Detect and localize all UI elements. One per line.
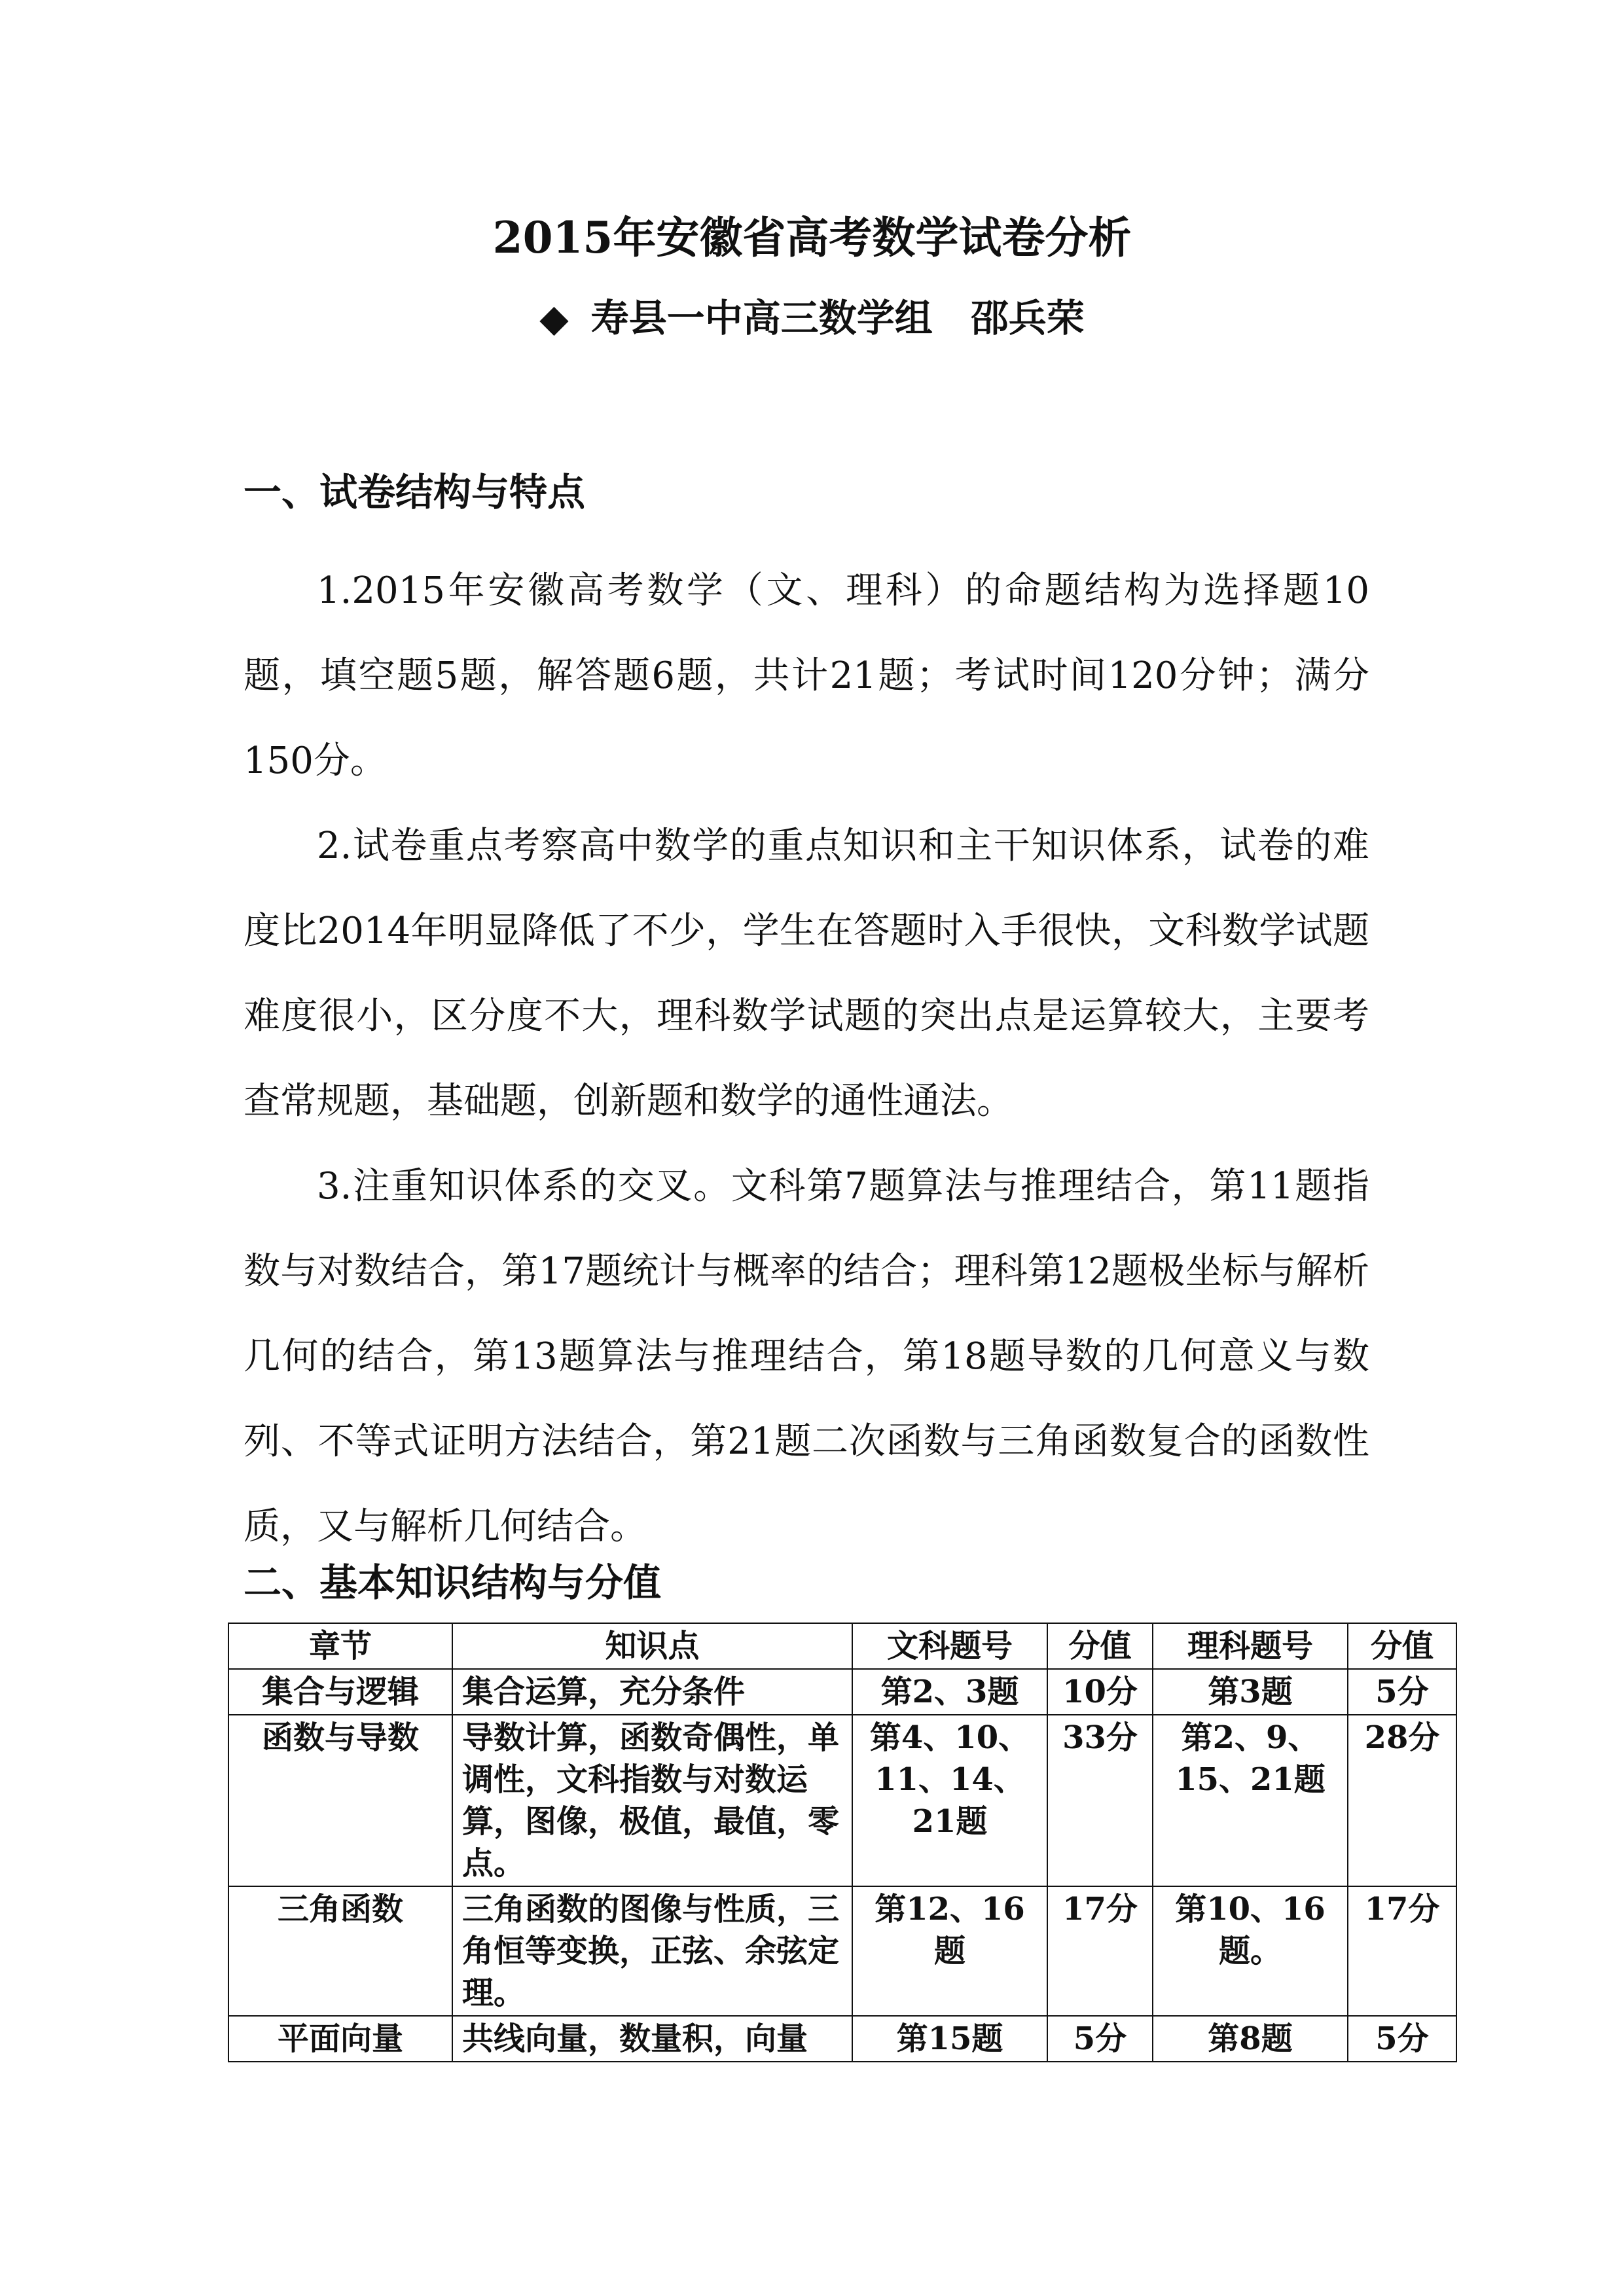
cell-wen-items: 第15题 [852,2016,1047,2062]
cell-wen-score: 33分 [1047,1715,1153,1886]
section-heading-structure: 一、试卷结构与特点 [244,470,586,514]
cell-li-items: 第10、16题。 [1153,1886,1348,2016]
header-chapter: 章节 [228,1623,452,1669]
paragraph-1: 1.2015年安徽高考数学（文、理科）的命题结构为选择题10题，填空题5题，解答题6题，共计21题；考试时间120分钟；满分150分。 [244,569,1369,782]
header-li-items: 理科题号 [1153,1623,1348,1669]
header-li-score: 分值 [1348,1623,1456,1669]
table-row [228,1715,1456,1886]
cell-knowledge: 三角函数的图像与性质，三角恒等变换，正弦、余弦定理。 [452,1886,852,2016]
diamond-bullet-icon: ◆ [539,296,569,340]
document-title: 2015年安徽省高考数学试卷分析 [492,212,1132,263]
cell-li-items: 第3题 [1153,1669,1348,1715]
cell-chapter: 三角函数 [228,1886,452,2016]
cell-li-score: 28分 [1348,1715,1456,1886]
paragraph-3: 3.注重知识体系的交叉。文科第7题算法与推理结合，第11题指数与对数结合，第17题统计与概率的结合；理科第12题极坐标与解析几何的结合，第13题算法与推理结合，第18题导数的几何意义与数列、不等式证明方法结合，第21题二次函数与三角函数复合的函数性质，又与解析几何结合。 [244,1165,1369,1548]
author-name: 邵兵荣 [970,296,1085,340]
header-wen-items: 文科题号 [852,1623,1047,1669]
author-line [0,292,1624,344]
cell-wen-score: 17分 [1047,1886,1153,2016]
table-row [228,1669,1456,1715]
cell-li-score: 5分 [1348,1669,1456,1715]
header-wen-score: 分值 [1047,1623,1153,1669]
table-row [228,1886,1456,2016]
table-header-row [228,1623,1456,1669]
cell-li-items: 第2、9、15、21题 [1153,1715,1348,1886]
table-row [228,2016,1456,2062]
cell-li-score: 5分 [1348,2016,1456,2062]
paragraph-2: 2.试卷重点考察高中数学的重点知识和主干知识体系，试卷的难度比2014年明显降低了不少，学生在答题时入手很快，文科数学试题难度很小，区分度不大，理科数学试题的突出点是运算较大，主要考查常规题，基础题，创新题和数学的通性通法。 [244,825,1369,1122]
cell-li-items: 第8题 [1153,2016,1348,2062]
cell-wen-items: 第4、10、11、14、21题 [852,1715,1047,1886]
cell-knowledge: 共线向量，数量积，向量 [452,2016,852,2062]
cell-wen-score: 10分 [1047,1669,1153,1715]
cell-wen-items: 第2、3题 [852,1669,1047,1715]
header-knowledge: 知识点 [452,1623,852,1669]
cell-knowledge: 导数计算，函数奇偶性，单调性，文科指数与对数运算，图像，极值，最值，零点。 [452,1715,852,1886]
cell-wen-items: 第12、16题 [852,1886,1047,2016]
section-heading-knowledge: 二、基本知识结构与分值 [244,1560,662,1605]
cell-chapter: 集合与逻辑 [228,1669,452,1715]
cell-chapter: 平面向量 [228,2016,452,2062]
knowledge-table [228,1623,1457,2062]
cell-wen-score: 5分 [1047,2016,1153,2062]
cell-chapter: 函数与导数 [228,1715,452,1886]
cell-li-score: 17分 [1348,1886,1456,2016]
cell-knowledge: 集合运算，充分条件 [452,1669,852,1715]
author-unit: 寿县一中高三数学组 [590,296,933,340]
